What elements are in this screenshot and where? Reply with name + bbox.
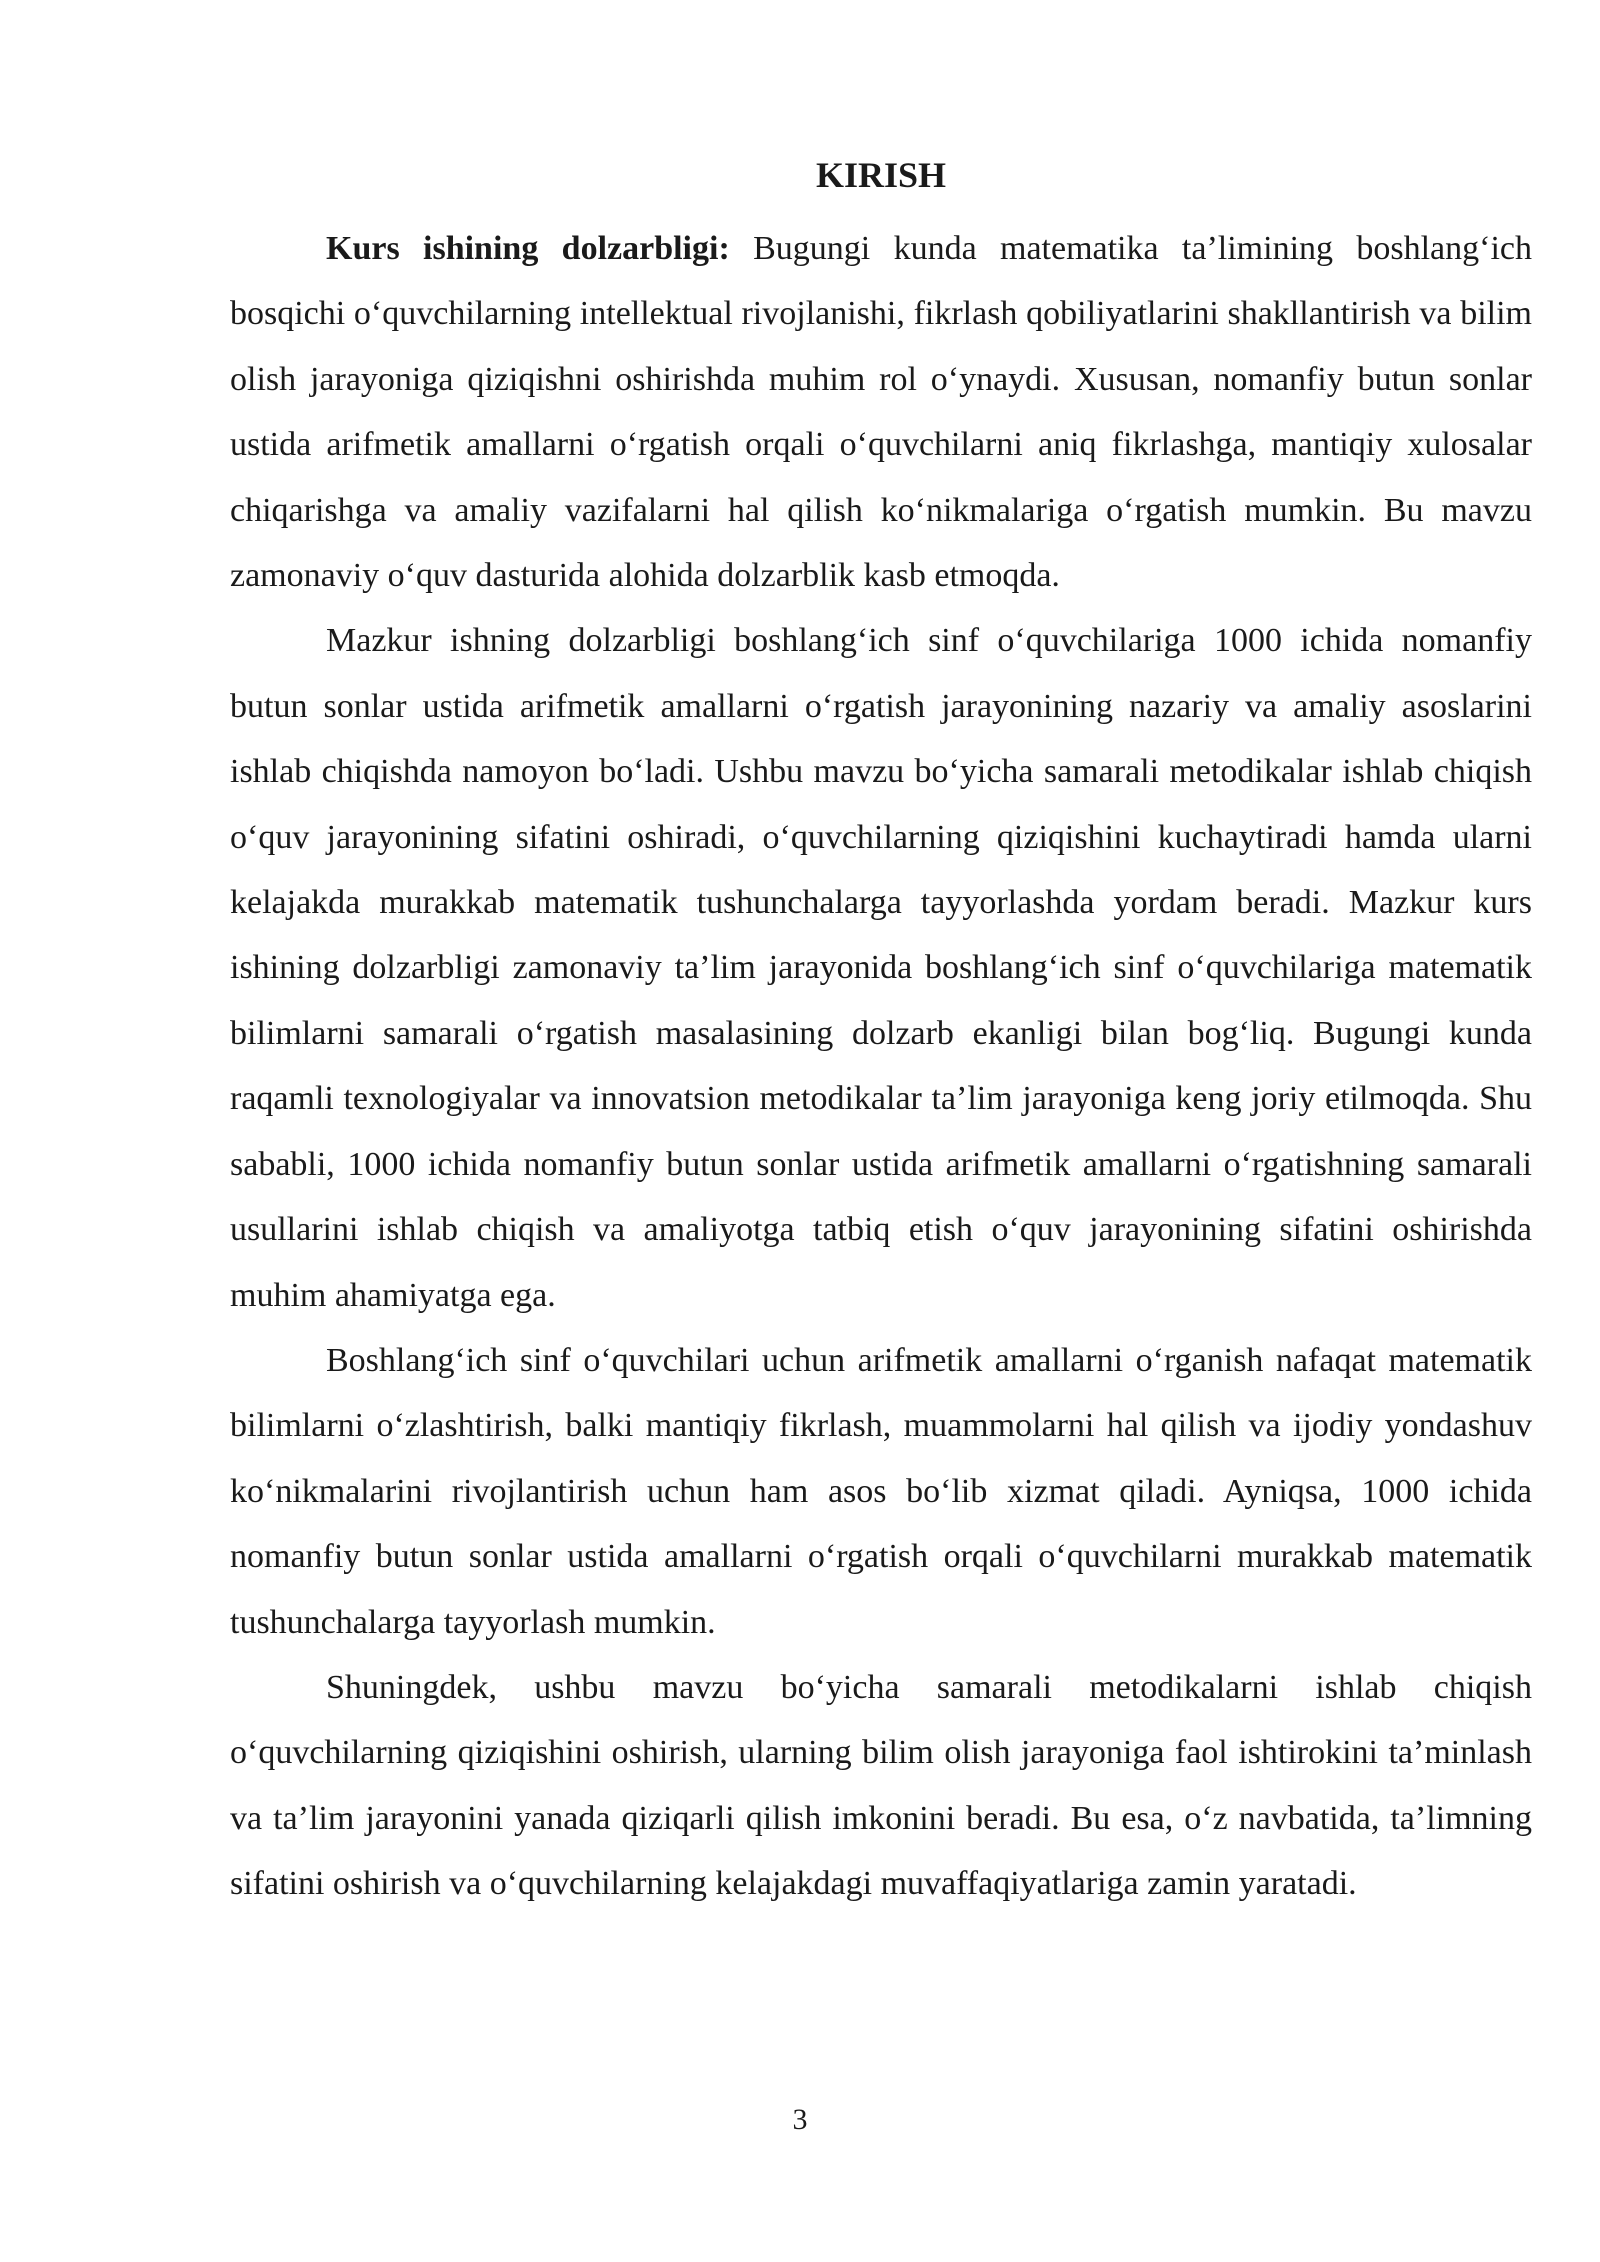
paragraph-text: Bugungi kunda matematika ta’limining boshlang‘ich bosqichi o‘quvchilarning intellektual rivojlanishi, fikrlash qobiliyatlarini shakllantirish va bilim olish jarayoniga qiziqishni oshirishda muhim rol o‘ynaydi. Xususan, nomanfiy butun sonlar ustida arifmetik amallarni o‘rgatish orqali o‘quvchilarni aniq fikrlashga, mantiqiy xulosalar chiqarishga va amaliy vazifalarni hal qilish ko‘nikmalariga o‘rgatish mumkin. Bu mavzu zamonaviy o‘quv dasturida alohida dolzarblik kasb etmoqda. — [230, 230, 1532, 595]
paragraph-4: Shuningdek, ushbu mavzu bo‘yicha samarali metodikalarni ishlab chiqish o‘quvchilarning qiziqishini oshirish, ularning bilim olish jarayoniga faol ishtirokini ta’minlash va ta’lim jarayonini yanada qiziqarli qilish imkonini beradi. Bu esa, o‘z navbatida, ta’limning sifatini oshirish va o‘quvchilarning kelajakdagi muvaffaqiyatlariga zamin yaratadi. — [230, 1668, 1532, 1903]
section-heading: KIRISH — [815, 155, 947, 195]
page-number: 3 — [792, 2103, 808, 2136]
paragraph-2: Mazkur ishning dolzarbligi boshlang‘ich sinf o‘quvchilariga 1000 ichida nomanfiy butun sonlar ustida arifmetik amallarni o‘rgatish jarayonining nazariy va amaliy asoslarini ishlab chiqishda namoyon bo‘ladi. Ushbu mavzu bo‘yicha samarali metodikalar ishlab chiqish o‘quv jarayonining sifatini oshiradi, o‘quvchilarning qiziqishini kuchaytiradi hamda ularni kelajakda murakkab matematik tushunchalarga tayyorlashda yordam beradi. Mazkur kurs ishining dolzarbligi zamonaviy ta’lim jarayonida boshlang‘ich sinf o‘quvchilariga matematik bilimlarni samarali o‘rgatish masalasining dolzarb ekanligi bilan bog‘liq. Bugungi kunda raqamli texnologiyalar va innovatsion metodikalar ta’lim jarayoniga keng joriy etilmoqda. Shu sababli, 1000 ichida nomanfiy butun sonlar ustida arifmetik amallarni o‘rgatishning samarali usullarini ishlab chiqish va amaliyotga tatbiq etish o‘quv jarayonining sifatini oshirishda muhim ahamiyatga ega. — [230, 622, 1532, 1314]
paragraph-relevance — [230, 216, 1532, 608]
paragraph-3: Boshlang‘ich sinf o‘quvchilari uchun arifmetik amallarni o‘rganish nafaqat matematik bilimlarni o‘zlashtirish, balki mantiqiy fikrlash, muammolarni hal qilish va ijodiy yondashuv ko‘nikmalarini rivojlantirish uchun ham asos bo‘lib xizmat qiladi. Ayniqsa, 1000 ichida nomanfiy butun sonlar ustida amallarni o‘rgatish orqali o‘quvchilarni murakkab matematik tushunchalarga tayyorlash mumkin. — [230, 1341, 1532, 1641]
document-page — [230, 150, 1532, 1917]
paragraph-lead: Kurs ishining dolzarbligi: — [326, 230, 730, 267]
